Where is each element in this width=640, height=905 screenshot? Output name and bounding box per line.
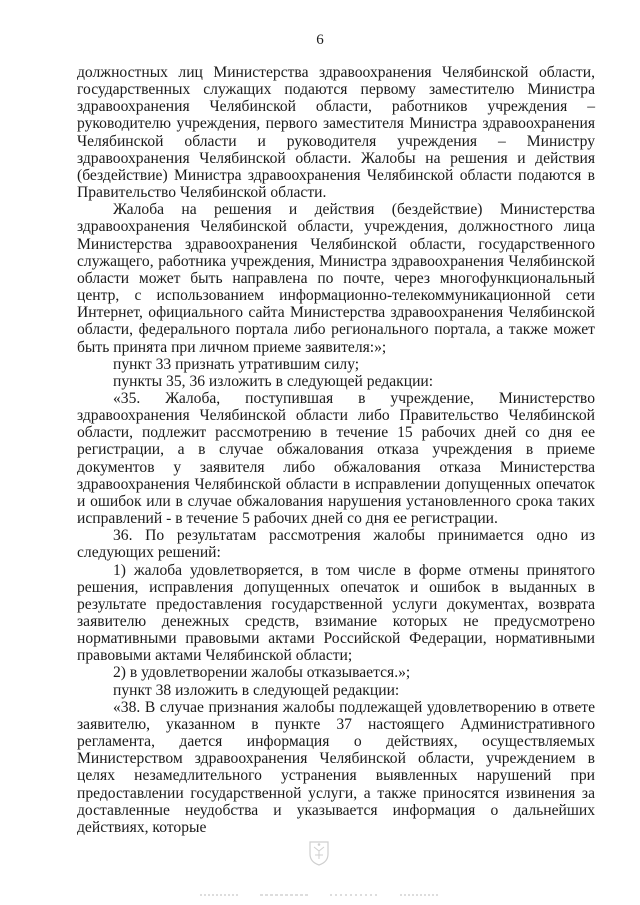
- document-body: [77, 64, 595, 836]
- paragraph-7: 1) жалоба удовлетворяется, в том числе в форме отмены принятого решения, исправления допущенных опечаток и ошибок в выданных в результате предоставления государственной услуги документах, возврата заявителю денежных средств, взимание которых не предусмотрено нормативными правовыми актами Российской Федерации, нормативными правовыми актами Челябинской области;: [77, 561, 595, 665]
- emblem-seal-icon: [304, 838, 334, 868]
- scan-marks: [200, 893, 440, 897]
- paragraph-6: 36. По результатам рассмотрения жалобы принимается одно из следующих решений:: [77, 527, 595, 562]
- page-number: 6: [316, 32, 324, 48]
- paragraph-2: Жалоба на решения и действия (бездействие) Министерства здравоохранения Челябинской области, учреждения, должностного лица Министерства здравоохранения Челябинской области, государственного служащего, работника учреждения, Министра здравоохранения Челябинской области может быть направлена по почте, через многофункциональный центр, с использованием информационно-телекоммуникационной сети Интернет, официального сайта Министерства здравоохранения Челябинской области, федерального портала либо регионального портала, а также может быть принята при личном приеме заявителя:»;: [77, 201, 595, 356]
- paragraph-4: пункты 35, 36 изложить в следующей редакции:: [113, 372, 434, 390]
- paragraph-8: 2) в удовлетворении жалобы отказывается.»;: [113, 664, 411, 682]
- paragraph-9: пункт 38 изложить в следующей редакции:: [113, 681, 400, 699]
- paragraph-5: «35. Жалоба, поступившая в учреждение, Министерство здравоохранения Челябинской области либо Правительство Челябинской области, подлежит рассмотрению в течение 15 рабочих дней со дня ее регистрации, а в случае обжалования отказа учреждения в приеме документов у заявителя либо обжалования отказа Министерства здравоохранения Челябинской области в исправлении допущенных опечаток и ошибок или в случае обжалования нарушения установленного срока таких исправлений - в течение 5 рабочих дней со дня ее регистрации.: [77, 389, 595, 528]
- paragraph-3: пункт 33 признать утратившим силу;: [113, 355, 360, 373]
- paragraph-1: должностных лиц Министерства здравоохранения Челябинской области, государственных служащих подаются первому заместителю Министра здравоохранения Челябинской области, работников учреждения – руководителю учреждения, первого заместителя Министра здравоохранения Челябинской области и руководителя учреждения – Министру здравоохранения Челябинской области. Жалобы на решения и действия (бездействие) Министра здравоохранения Челябинской области подаются в Правительство Челябинской области.: [77, 64, 595, 202]
- paragraph-10: «38. В случае признания жалобы подлежащей удовлетворению в ответе заявителю, указанном в пункте 37 настоящего Административного регламента, дается информация о действиях, осуществляемых Министерством здравоохранения Челябинской области, учреждением в целях незамедлительного устранения выявленных нарушений при предоставлении государственной услуги, а также приносятся извинения за доставленные неудобства и указывается информация о дальнейших действиях, которые: [77, 698, 595, 836]
